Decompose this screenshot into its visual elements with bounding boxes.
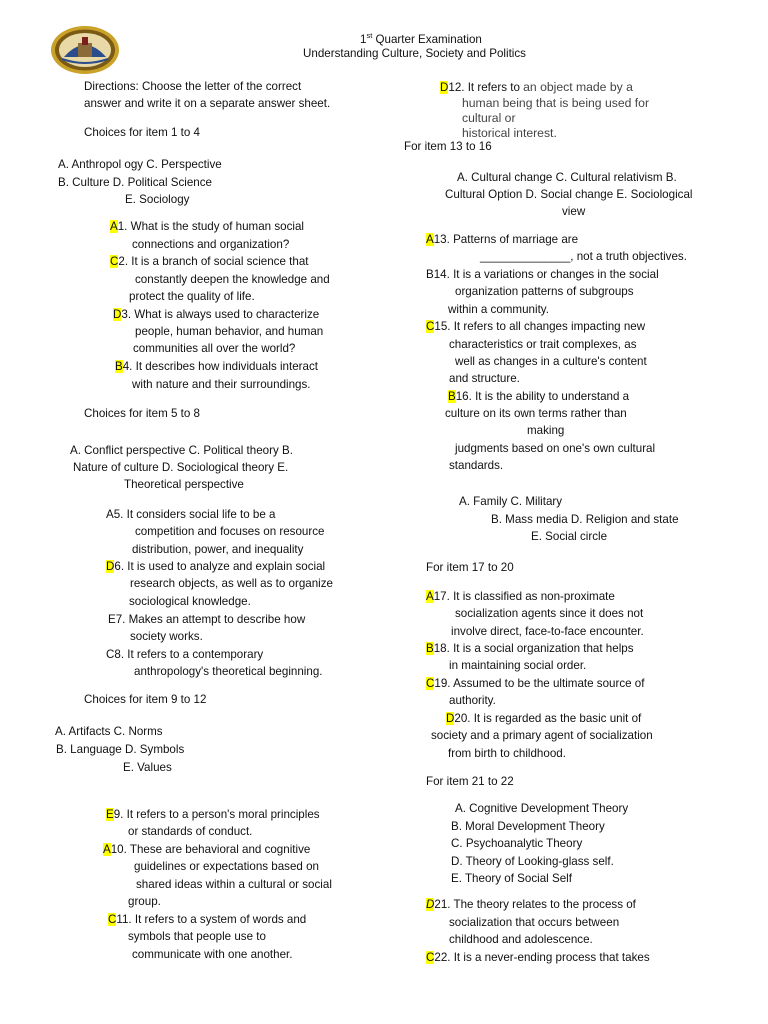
answer-highlight: B	[426, 642, 434, 655]
question-item: D12. It refers to an object made by a	[440, 80, 633, 94]
question-item: A13. Patterns of marriage are	[426, 233, 579, 246]
question-item: C22. It is a never-ending process that takes	[426, 951, 650, 964]
question-line: distribution, power, and inequality	[132, 543, 304, 556]
choices-heading: Choices for item 9 to 12	[84, 693, 207, 706]
question-line: organization patterns of subgroups	[455, 285, 634, 298]
question-line: connections and organization?	[132, 238, 290, 251]
question-item: B4. It describes how individuals interact	[115, 360, 318, 373]
choice-line: view	[562, 205, 586, 218]
question-item: B16. It is the ability to understand a	[448, 390, 630, 403]
question-item: B14. It is a variations or changes in the social	[426, 268, 659, 281]
answer-highlight: C	[426, 320, 435, 333]
question-line: research objects, as well as to organize	[130, 577, 333, 590]
answer-highlight: D	[113, 308, 122, 321]
question-item: D21. The theory relates to the process of	[426, 898, 636, 911]
answer-highlight: B	[115, 360, 123, 373]
choice-line: Cultural Option D. Social change E. Sociological	[445, 188, 693, 201]
choices-heading: Choices for item 1 to 4	[84, 126, 200, 139]
question-line: group.	[128, 895, 161, 908]
question-item: E9. It refers to a person's moral principles	[106, 808, 320, 821]
choice-line: B. Moral Development Theory	[451, 820, 605, 833]
question-line: and structure.	[449, 372, 520, 385]
question-line: historical interest.	[462, 126, 557, 140]
question-item: B18. It is a social organization that helps	[426, 642, 634, 655]
question-line: cultural or	[462, 111, 516, 125]
answer-highlight: D	[106, 560, 115, 573]
question-line: standards.	[449, 459, 504, 472]
answer-highlight: A	[110, 220, 118, 233]
question-line: society works.	[130, 630, 203, 643]
question-line: authority.	[449, 694, 496, 707]
answer-highlight: D	[440, 81, 449, 94]
choice-line: C. Psychoanalytic Theory	[451, 837, 583, 850]
choice-line: E. Theory of Social Self	[451, 872, 572, 885]
question-line: or standards of conduct.	[128, 825, 253, 838]
choice-line: Theoretical perspective	[124, 478, 244, 491]
directions-line: Directions: Choose the letter of the correct	[84, 80, 302, 93]
question-line: people, human behavior, and human	[135, 325, 324, 338]
exam-title: 1st Quarter Examination	[360, 31, 482, 46]
question-item: D6. It is used to analyze and explain social	[106, 560, 326, 573]
answer-highlight: D	[446, 712, 455, 725]
question-line: constantly deepen the knowledge and	[135, 273, 330, 286]
choice-line: B. Mass media D. Religion and state	[491, 513, 679, 526]
question-line: ______________, not a truth objectives.	[480, 250, 687, 263]
question-line: communicate with one another.	[132, 948, 293, 961]
question-item: C19. Assumed to be the ultimate source of	[426, 677, 645, 690]
answer-highlight: C	[110, 255, 119, 268]
answer-highlight: C	[108, 913, 117, 926]
question-line: socialization agents since it does not	[455, 607, 644, 620]
choice-line: D. Theory of Looking-glass self.	[451, 855, 614, 868]
school-seal-icon	[50, 25, 120, 75]
question-item: D3. What is always used to characterize	[113, 308, 320, 321]
question-line: judgments based on one's own cultural	[455, 442, 656, 455]
choice-line: B. Culture D. Political Science	[58, 176, 213, 189]
question-item: C11. It refers to a system of words and	[108, 913, 307, 926]
choice-line: E. Values	[123, 761, 172, 774]
question-item: C15. It refers to all changes impacting new	[426, 320, 646, 333]
answer-highlight: C	[426, 677, 435, 690]
question-line: involve direct, face-to-face encounter.	[451, 625, 644, 638]
question-item: D20. It is regarded as the basic unit of	[446, 712, 642, 725]
question-line: from birth to childhood.	[448, 747, 566, 760]
question-line: sociological knowledge.	[129, 595, 251, 608]
choice-line: B. Language D. Symbols	[56, 743, 185, 756]
choice-line: E. Sociology	[125, 193, 190, 206]
choice-line: Nature of culture D. Sociological theory E.	[73, 461, 289, 474]
choice-line: A. Cultural change C. Cultural relativism B.	[457, 171, 677, 184]
choices-heading: For item 21 to 22	[426, 775, 514, 788]
choices-heading: For item 17 to 20	[426, 561, 514, 574]
question-line: well as changes in a culture's content	[455, 355, 647, 368]
answer-highlight: B	[448, 390, 456, 403]
answer-highlight: A	[103, 843, 111, 856]
choice-line: A. Anthropol ogy C. Perspective	[58, 158, 222, 171]
question-line: within a community.	[448, 303, 549, 316]
choice-line: E. Social circle	[531, 530, 608, 543]
question-line: competition and focuses on resource	[135, 525, 325, 538]
question-line: human being that is being used for	[462, 96, 650, 110]
question-line: anthropology's theoretical beginning.	[134, 665, 323, 678]
answer-highlight: A	[426, 590, 434, 603]
choices-heading: Choices for item 5 to 8	[84, 407, 200, 420]
choice-line: A. Artifacts C. Norms	[55, 725, 163, 738]
question-line: guidelines or expectations based on	[134, 860, 319, 873]
choices-heading: For item 13 to 16	[404, 140, 492, 153]
answer-highlight: A	[426, 233, 434, 246]
exam-subtitle: Understanding Culture, Society and Politics	[303, 47, 526, 60]
choice-line: A. Family C. Military	[459, 495, 563, 508]
directions-line: answer and write it on a separate answer sheet.	[84, 97, 331, 110]
question-line: society and a primary agent of socialization	[431, 729, 653, 742]
answer-highlight: C	[426, 951, 435, 964]
choice-line: A. Cognitive Development Theory	[455, 802, 629, 815]
answer-highlight: D	[426, 898, 435, 911]
question-line: symbols that people use to	[128, 930, 266, 943]
question-line: communities all over the world?	[133, 342, 296, 355]
question-line: protect the quality of life.	[129, 290, 255, 303]
question-line: making	[527, 424, 565, 437]
question-line: in maintaining social order.	[449, 659, 587, 672]
question-line: shared ideas within a cultural or social	[136, 878, 332, 891]
question-item: C8. It refers to a contemporary	[106, 648, 264, 661]
answer-highlight: E	[106, 808, 114, 821]
question-line: characteristics or trait complexes, as	[449, 338, 637, 351]
choice-line: A. Conflict perspective C. Political theory B.	[70, 444, 293, 457]
question-item: A17. It is classified as non-proximate	[426, 590, 615, 603]
question-line: with nature and their surroundings.	[132, 378, 311, 391]
question-line: socialization that occurs between	[449, 916, 620, 929]
question-line: culture on its own terms rather than	[445, 407, 627, 420]
question-item: A5. It considers social life to be a	[106, 508, 276, 521]
question-item: E7. Makes an attempt to describe how	[108, 613, 306, 626]
question-line: childhood and adolescence.	[449, 933, 593, 946]
question-item: A10. These are behavioral and cognitive	[103, 843, 311, 856]
question-item: A1. What is the study of human social	[110, 220, 304, 233]
question-item: C2. It is a branch of social science that	[110, 255, 309, 268]
